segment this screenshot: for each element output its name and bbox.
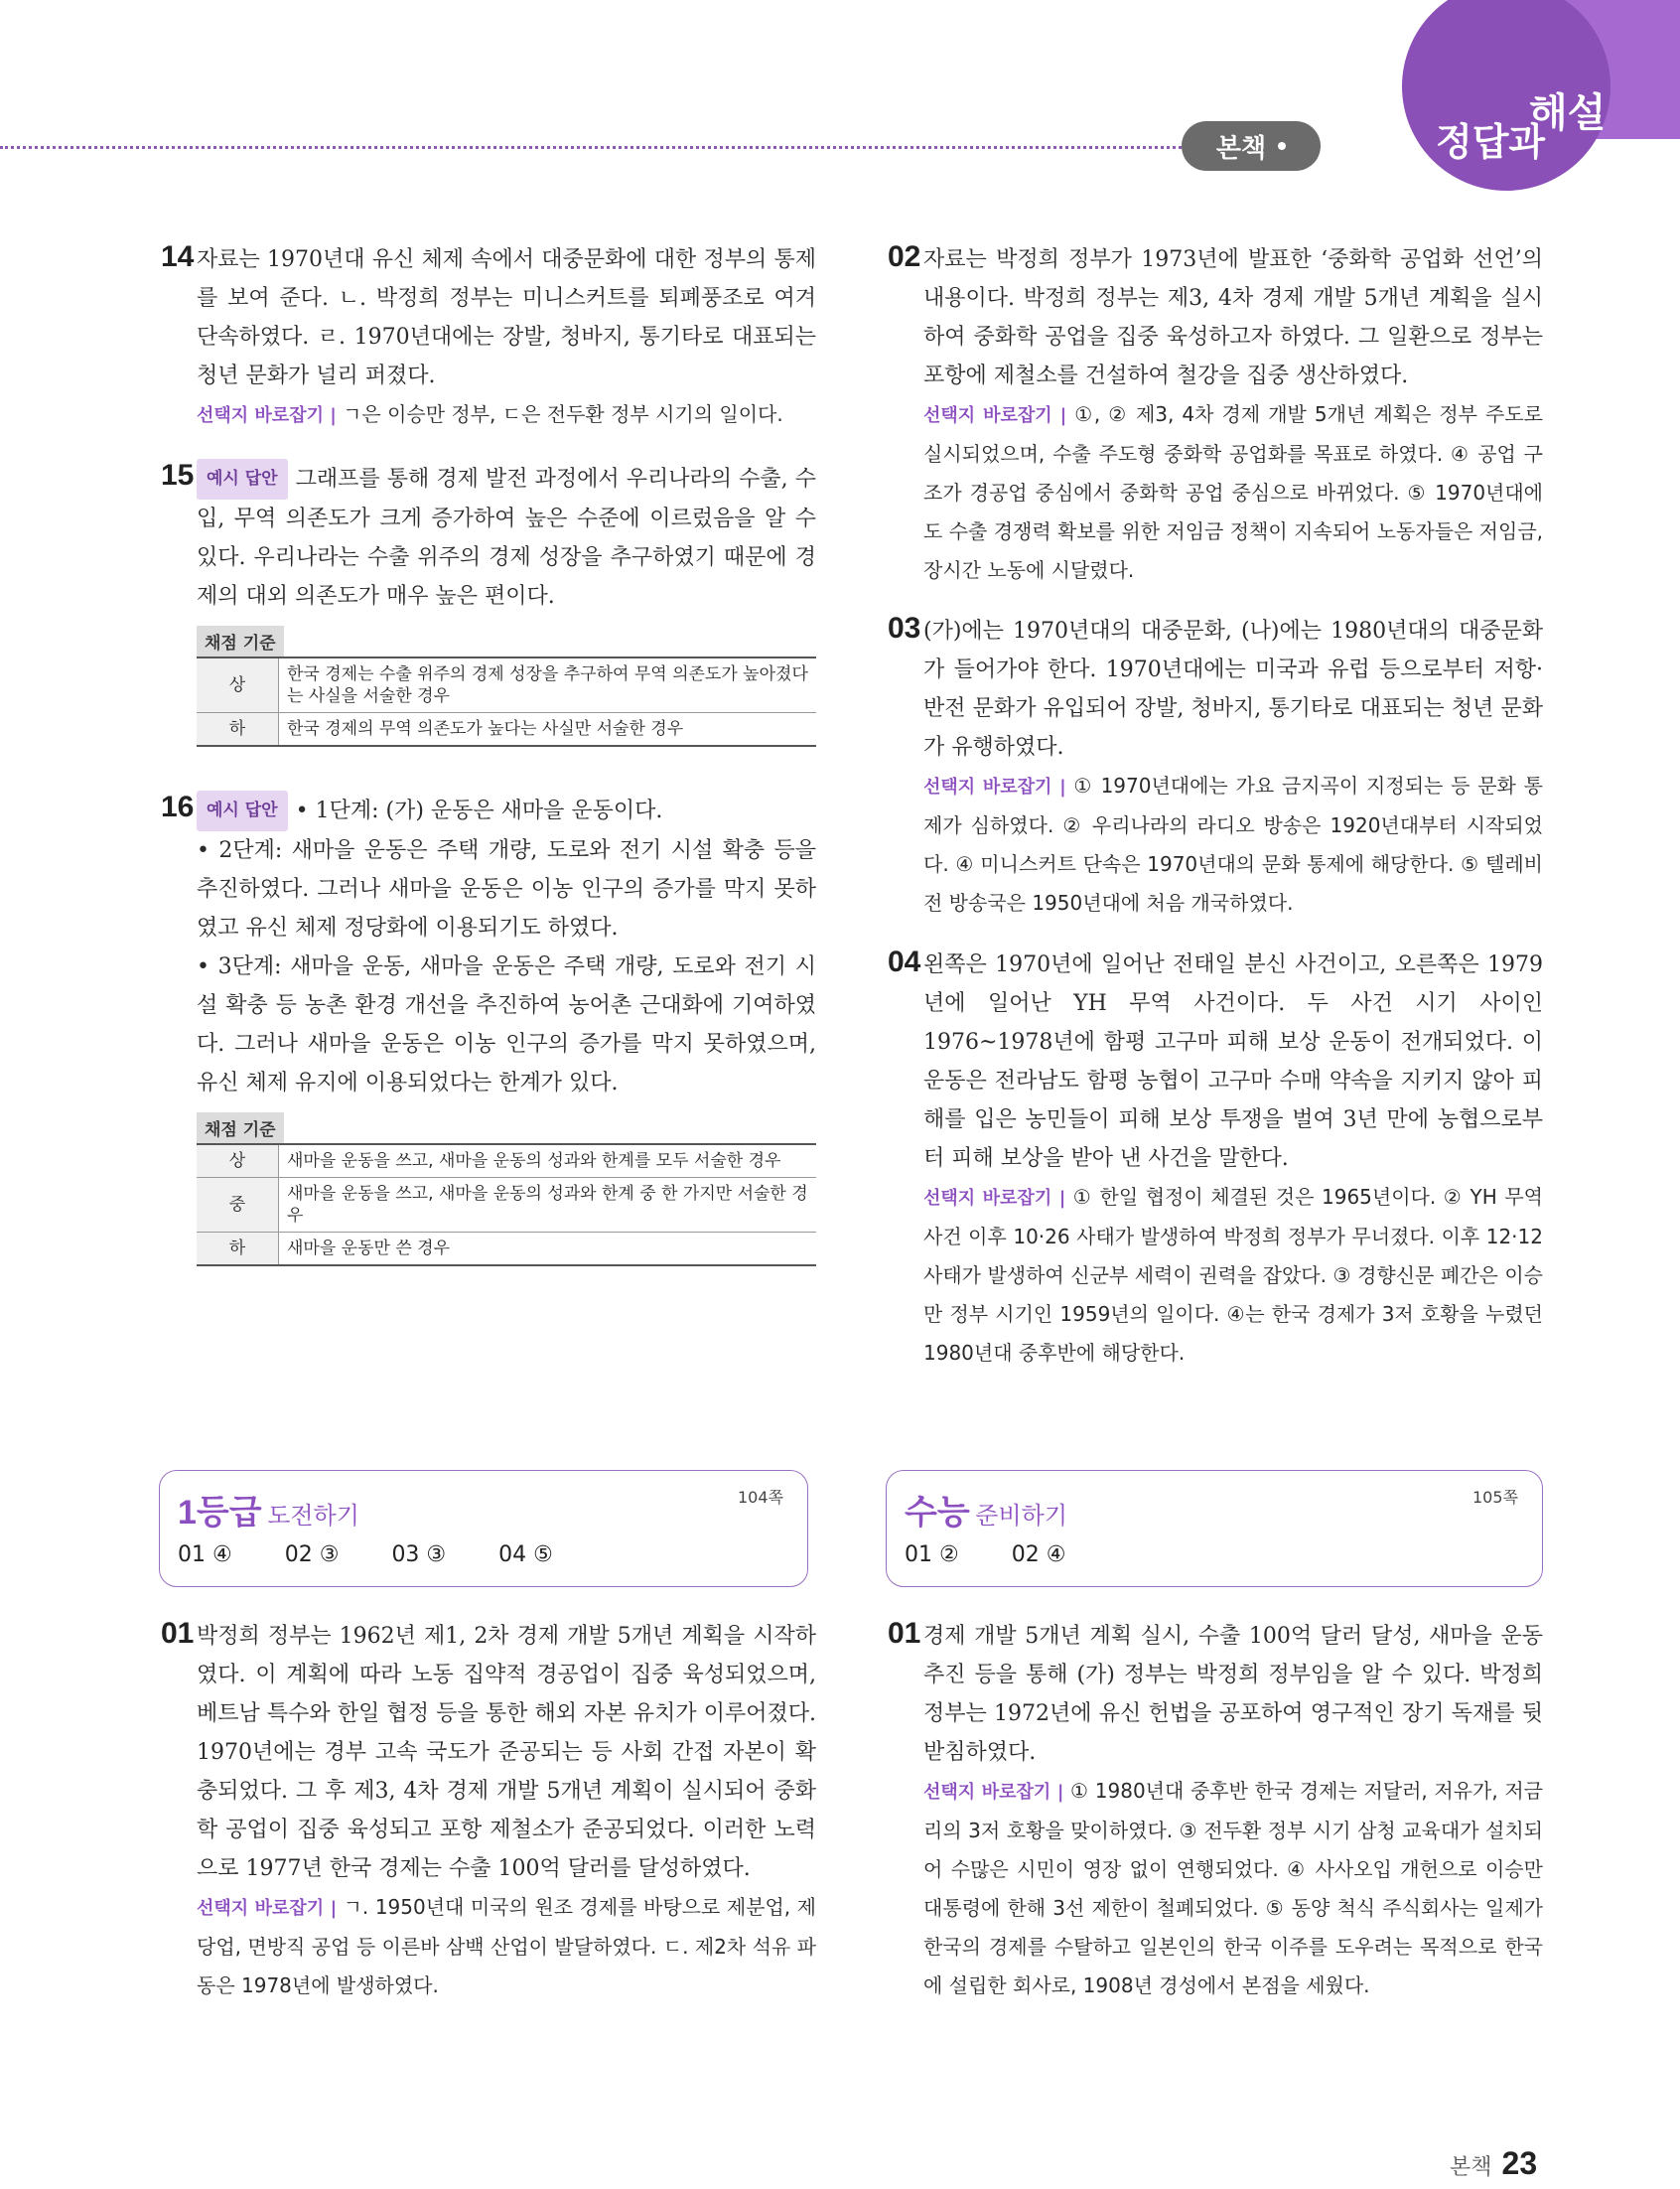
question-number: 02 [888, 240, 921, 273]
selection-label: 선택지 바로잡기 [197, 405, 324, 426]
question-14 [161, 240, 816, 435]
step-2: • 2단계: 새마을 운동은 주택 개량, 도로와 전기 시설 확충 등을 추진하였다. 그러나 새마을 운동은 이농 인구의 증가를 막지 못하였고 유신 체제 정당화에 이용되기도 하였다. [197, 838, 816, 941]
rubric-level: 하 [197, 1233, 279, 1266]
selection-correction: 선택지 바로잡기 | ㄱ은 이승만 정부, ㄷ은 전두환 정부 시기의 일이다. [197, 402, 783, 426]
question-04 [888, 946, 1543, 1373]
answer-item: 02 ④ [1011, 1542, 1066, 1567]
answer-item: 01 ④ [178, 1542, 232, 1567]
rubric-title: 채점 기준 [197, 626, 284, 657]
selection-correction: 선택지 바로잡기 | ① 한일 협정이 체결된 것은 1965년이다. ② YH 무역 사건 이후 10·26 사태가 발생하여 박정희 정부가 무너졌다. 이후 12·12 사태가 발생하여 신군부 세력이 권력을 잡았다. ③ 경향신문 폐간은 이승만 정부 시기인 1959년의 일이다. ④는 한국 경제가 3저 호황을 누렸던 1980년대 중후반에 해당한다. [923, 1185, 1544, 1365]
selection-text: ① 1970년대에는 가요 금지곡이 지정되는 등 문화 통제가 심하였다. ② 우리나라의 라디오 방송은 1920년대부터 시작되었다. ④ 미니스커트 단속은 1970년대의 문화 통제에 해당한다. ⑤ 텔레비전 방송국은 1950년대에 처음 개국하였다. [923, 774, 1543, 915]
rubric-row [197, 1144, 816, 1178]
page-footer [1450, 2145, 1537, 2182]
question-number: 03 [888, 612, 921, 645]
question-body [197, 459, 816, 616]
challenge-box-title [178, 1485, 359, 1533]
question-03 [888, 612, 1543, 923]
question-body: 박정희 정부는 1962년 제1, 2차 경제 개발 5개년 계획을 시작하였다. 이 계획에 따라 노동 집약적 경공업이 집중 육성되었으며, 베트남 특수와 한일 협정 등을 통한 해외 자본 유치가 이루어졌다. 1970년에는 경부 고속 국도가 준공되는 등 사회 간접 자본이 확충되었다. 그 후 제3, 4차 경제 개발 5개년 계획이 실시되어 중화학 공업이 집중 육성되고 포항 제철소가 준공되었다. 이러한 노력으로 1977년 한국 경제는 수출 100억 달러를 달성하였다. [197, 1624, 816, 1881]
selection-label: 선택지 바로잡기 [923, 405, 1052, 426]
rubric-text: 한국 경제는 수출 위주의 경제 성장을 추구하여 무역 의존도가 높아졌다는 사실을 서술한 경우 [279, 657, 817, 713]
answer-tag: 예시 답안 [197, 791, 288, 831]
footer-label: 본책 [1450, 2155, 1492, 2180]
rubric-row [197, 657, 816, 713]
question-number: 04 [888, 946, 921, 978]
rubric-text: 새마을 운동만 쓴 경우 [279, 1233, 817, 1266]
section-pill-label: 본책 [1215, 133, 1267, 164]
selection-label: 선택지 바로잡기 [923, 1782, 1051, 1803]
challenge-title-small: 도전하기 [267, 1502, 359, 1530]
question-number: 15 [161, 459, 195, 492]
header-dotted-line [0, 146, 1182, 149]
selection-correction: 선택지 바로잡기 | ㄱ. 1950년대 미국의 원조 경제를 바탕으로 제분업, 제당업, 면방직 공업 등 이른바 삼백 산업이 발달하였다. ㄷ. 제2차 석유 파동은 1978년에 발생하였다. [197, 1895, 816, 1997]
answer-01-grade1 [161, 1617, 816, 2005]
step-3: • 3단계: 새마을 운동, 새마을 운동은 주택 개량, 도로와 전기 시설 확충 등 농촌 환경 개선을 추진하여 농어촌 근대화에 기여하였다. 그러나 새마을 운동은 이농 인구의 증가를 막지 못하였으며, 유신 체제 유지에 이용되었다는 한계가 있다. [197, 954, 816, 1095]
step-1: • 1단계: (가) 운동은 새마을 운동이다. [295, 799, 663, 823]
pill-dot-icon [1278, 142, 1286, 150]
rubric [197, 626, 816, 747]
challenge-answers [905, 1542, 1111, 1567]
question-body: 자료는 1970년대 유신 체제 속에서 대중문화에 대한 정부의 통제를 보여 준다. ㄴ. 박정희 정부는 미니스커트를 퇴폐풍조로 여겨 단속하였다. ㄹ. 1970년대에는 장발, 청바지, 통기타로 대표되는 청년 문화가 널리 퍼졌다. [197, 247, 816, 388]
selection-correction: 선택지 바로잡기 | ①, ② 제3, 4차 경제 개발 5개년 계획은 정부 주도로 실시되었으며, 수출 주도형 중화학 공업화를 목표로 하였다. ④ 공업 구조가 경공업 중심에서 중화학 공업 중심으로 바뀌었다. ⑤ 1970년대에도 수출 경쟁력 확보를 위한 저임금 정책이 지속되어 노동자들은 저임금, 장시간 노동에 시달렸다. [923, 402, 1543, 582]
question-02 [888, 240, 1543, 590]
question-body: (가)에는 1970년대의 대중문화, (나)에는 1980년대의 대중문화가 들어가야 한다. 1970년대에는 미국과 유럽 등으로부터 저항·반전 문화가 유입되어 장발, 청바지, 통기타로 대표되는 청년 문화가 유행하였다. [923, 619, 1543, 760]
rubric-title: 채점 기준 [197, 1112, 284, 1143]
challenge-title-big: 수능 [905, 1494, 970, 1532]
rubric-level: 중 [197, 1178, 279, 1233]
challenge-title-small: 준비하기 [975, 1502, 1068, 1530]
answer-item: 03 ③ [391, 1542, 447, 1567]
answer-item: 02 ③ [284, 1542, 340, 1567]
answer-tag: 예시 답안 [197, 459, 288, 500]
selection-text: ① 한일 협정이 체결된 것은 1965년이다. ② YH 무역 사건 이후 10·26 사태가 발생하여 박정희 정부가 무너졌다. 이후 12·12 사태가 발생하여 신군부 세력이 권력을 잡았다. ③ 경향신문 폐간은 이승만 정부 시기인 1959년의 일이다. ④는 한국 경제가 3저 호황을 누렸던 1980년대 중후반에 해당한다. [923, 1185, 1544, 1365]
selection-text: ① 1980년대 중후반 한국 경제는 저달러, 저유가, 저금리의 3저 호황을 맞이하였다. ③ 전두환 정부 시기 삼청 교육대가 설치되어 수많은 시민이 영장 없이 연행되었다. ④ 사사오입 개헌으로 이승만 대통령에 한해 3선 제한이 철폐되었다. ⑤ 동양 척식 주식회사는 일제가 한국의 경제를 수탈하고 일본인의 한국 이주를 도우려는 목적으로 한국에 설립한 회사로, 1908년 경성에서 본점을 세웠다. [923, 1779, 1543, 1997]
challenge-page-ref: 105쪽 [1472, 1488, 1518, 1507]
selection-label: 선택지 바로잡기 [197, 1898, 325, 1919]
answer-item: 01 ② [905, 1542, 959, 1567]
selection-label: 선택지 바로잡기 [923, 777, 1052, 798]
challenge-box-grade1 [159, 1470, 808, 1587]
page-number: 23 [1501, 2145, 1538, 2181]
rubric-table [197, 1143, 816, 1266]
answer-item: 04 ⑤ [498, 1542, 553, 1567]
question-body [197, 791, 816, 1102]
challenge-answers [178, 1542, 599, 1567]
answer-text: 그래프를 통해 경제 발전 과정에서 우리나라의 수출, 수입, 무역 의존도가 크게 증가하여 높은 수준에 이르렀음을 알 수 있다. 우리나라는 수출 위주의 경제 성장을 추구하였기 때문에 경제의 대외 의존도가 매우 높은 편이다. [197, 467, 816, 609]
selection-text: ①, ② 제3, 4차 경제 개발 5개년 계획은 정부 주도로 실시되었으며, 수출 주도형 중화학 공업화를 목표로 하였다. ④ 공업 구조가 경공업 중심에서 중화학 공업 중심으로 바뀌었다. ⑤ 1970년대에도 수출 경쟁력 확보를 위한 저임금 정책이 지속되어 노동자들은 저임금, 장시간 노동에 시달렸다. [923, 402, 1543, 582]
rubric-table [197, 657, 816, 747]
question-number: 01 [161, 1617, 195, 1650]
selection-text: ㄱ은 이승만 정부, ㄷ은 전두환 정부 시기의 일이다. [343, 402, 783, 426]
badge-title-2: 해설 [1529, 90, 1607, 136]
rubric-level: 상 [197, 1144, 279, 1178]
question-number: 01 [888, 1617, 921, 1650]
challenge-page-ref: 104쪽 [738, 1488, 783, 1507]
question-16 [161, 791, 816, 1266]
rubric [197, 1112, 816, 1266]
challenge-title-big: 1등급 [178, 1494, 262, 1532]
rubric-row [197, 713, 816, 747]
answer-01-suneung [888, 1617, 1543, 2005]
question-15 [161, 459, 816, 747]
rubric-text: 새마을 운동을 쓰고, 새마을 운동의 성과와 한계 중 한 가지만 서술한 경우 [279, 1178, 817, 1233]
rubric-text: 한국 경제의 무역 의존도가 높다는 사실만 서술한 경우 [279, 713, 817, 747]
rubric-level: 상 [197, 657, 279, 713]
selection-text: ㄱ. 1950년대 미국의 원조 경제를 바탕으로 제분업, 제당업, 면방직 공업 등 이른바 삼백 산업이 발달하였다. ㄷ. 제2차 석유 파동은 1978년에 발생하였다. [197, 1895, 816, 1997]
selection-label: 선택지 바로잡기 [923, 1188, 1052, 1209]
question-body: 왼쪽은 1970년에 일어난 전태일 분신 사건이고, 오른쪽은 1979년에 일어난 YH 무역 사건이다. 두 사건 시기 사이인 1976~1978년에 함평 고구마 피해 보상 운동이 전개되었다. 이 운동은 전라남도 함평 농협이 고구마 수매 약속을 지키지 않아 피해를 입은 농민들이 피해 보상 투쟁을 벌여 3년 만에 농협으로부터 피해 보상을 받아 낸 사건을 말한다. [923, 952, 1543, 1171]
challenge-box-title [905, 1485, 1067, 1533]
section-pill [1182, 121, 1321, 171]
challenge-box-suneung [886, 1470, 1543, 1587]
rubric-row [197, 1233, 816, 1266]
question-body: 경제 개발 5개년 계획 실시, 수출 100억 달러 달성, 새마을 운동 추진 등을 통해 (가) 정부는 박정희 정부임을 알 수 있다. 박정희 정부는 1972년에 유신 헌법을 공포하여 영구적인 장기 독재를 뒷받침하였다. [923, 1624, 1543, 1765]
selection-correction: 선택지 바로잡기 | ① 1980년대 중후반 한국 경제는 저달러, 저유가, 저금리의 3저 호황을 맞이하였다. ③ 전두환 정부 시기 삼청 교육대가 설치되어 수많은 시민이 영장 없이 연행되었다. ④ 사사오입 개헌으로 이승만 대통령에 한해 3선 제한이 철폐되었다. ⑤ 동양 척식 주식회사는 일제가 한국의 경제를 수탈하고 일본인의 한국 이주를 도우려는 목적으로 한국에 설립한 회사로, 1908년 경성에서 본점을 세웠다. [923, 1779, 1543, 1997]
selection-correction: 선택지 바로잡기 | ① 1970년대에는 가요 금지곡이 지정되는 등 문화 통제가 심하였다. ② 우리나라의 라디오 방송은 1920년대부터 시작되었다. ④ 미니스커트 단속은 1970년대의 문화 통제에 해당한다. ⑤ 텔레비전 방송국은 1950년대에 처음 개국하였다. [923, 774, 1543, 915]
question-number: 14 [161, 240, 195, 273]
question-body: 자료는 박정희 정부가 1973년에 발표한 ‘중화학 공업화 선언’의 내용이다. 박정희 정부는 제3, 4차 경제 개발 5개년 계획을 실시하여 중화학 공업을 집중 육성하고자 하였다. 그 일환으로 정부는 포항에 제철소를 건설하여 철강을 집중 생산하였다. [923, 247, 1543, 388]
rubric-text: 새마을 운동을 쓰고, 새마을 운동의 성과와 한계를 모두 서술한 경우 [279, 1144, 817, 1178]
rubric-level: 하 [197, 713, 279, 747]
badge-title-1: 정답과 [1436, 120, 1546, 164]
rubric-row [197, 1178, 816, 1233]
question-number: 16 [161, 791, 195, 823]
